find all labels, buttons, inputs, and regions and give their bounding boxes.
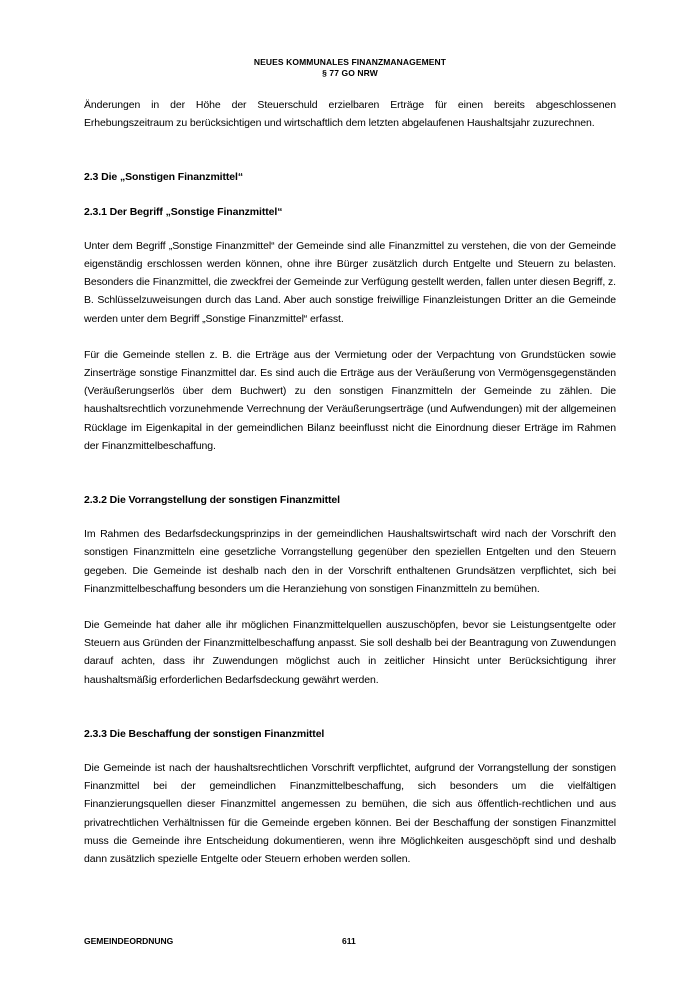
section-2-3-2-paragraph-1: Im Rahmen des Bedarfsdeckungsprinzips in der gemeindlichen Haushaltswirtschaft wird nach der Vorschrift den sonstigen Finanzmitteln eine gesetzliche Vorrangstellung gegenüber den speziellen Entgelten und den Steuern gegeben. Die Gemeinde ist deshalb nach den in der Vorschrift enthaltenen Grundsätzen verpflichtet, sich bei Finanzmittelbeschaffung besonders um die Heranziehung von sonstigen Finanzmitteln zu bemühen.: [84, 528, 616, 595]
section-2-3-1-paragraph-1: Unter dem Begriff „Sonstige Finanzmittel“ der Gemeinde sind alle Finanzmittel zu verstehen, die von der Gemeinde eigenständig erschlossen werden können, ohne ihre Bürger zusätzlich durch Entgelte und Steuern zu belasten. Besonders die Finanzmittel, die zweckfrei der Gemeinde zur Verfügung gestellt werden, fallen unter diesen Begriff, z. B. Schlüsselzuweisungen durch das Land. Aber auch sonstige freiwillige Finanzleistungen Dritter an die Gemeinde werden unter dem Begriff „Sonstige Finanzmittel“ erfasst.: [84, 239, 616, 325]
page-header: [0, 57, 700, 79]
section-2-3-1-paragraph-2: Für die Gemeinde stellen z. B. die Erträge aus der Vermietung oder der Verpachtung von Grundstücken sowie Zinserträge sonstige Finanzmittel dar. Es sind auch die Erträge aus der Veräußerung von Vermögensgegenständen (Veräußerungserlös über dem Buchwert) zu den sonstigen Finanzmitteln der Gemeinde zu zählen. Die haushaltsrechtlich vorzunehmende Verrechnung der Veräußerungserträge (und Aufwendungen) mit der allgemeinen Rücklage im Eigenkapital in der gemeindlichen Bilanz beeinflusst nicht die Einordnung dieser Erträge im Rahmen der Finanzmittelbeschaffung.: [84, 348, 616, 452]
document-body: [84, 96, 616, 868]
section-2-3-3-heading: 2.3.3 Die Beschaffung der sonstigen Finanzmittel: [84, 727, 325, 740]
header-title: NEUES KOMMUNALES FINANZMANAGEMENT: [253, 57, 447, 67]
header-section: § 77 GO NRW: [322, 68, 378, 78]
section-2-3-1-heading: 2.3.1 Der Begriff „Sonstige Finanzmittel“: [84, 205, 283, 218]
section-2-3-3-paragraph-1: Die Gemeinde ist nach der haushaltsrechtlichen Vorschrift verpflichtet, aufgrund der Vorrangstellung der sonstigen Finanzmittel bei der gemeindlichen Finanzmittelbeschaffung, sich besonders um die vielfältigen Finanzierungsquellen dieser Finanzmittel angemessen zu bemühen, die sich aus öffentlich-rechtlichen und aus privatrechtlichen Verhältnissen für die Gemeinde ergeben können. Bei der Beschaffung der sonstigen Finanzmittel muss die Gemeinde ihre Entscheidung dokumentieren, wenn ihre Möglichkeiten ausgeschöpft sind und deshalb dann zusätzlich spezielle Entgelte oder Steuern erhoben werden sollen.: [84, 762, 616, 866]
page-number: 611: [342, 936, 356, 946]
footer-title: GEMEINDEORDNUNG: [84, 936, 174, 946]
section-2-3-2-heading: 2.3.2 Die Vorrangstellung der sonstigen Finanzmittel: [84, 494, 340, 507]
section-2-3-2-paragraph-2: Die Gemeinde hat daher alle ihr möglichen Finanzmittelquellen auszuschöpfen, bevor sie Leistungsentgelte oder Steuern aus Gründen der Finanzmittelbeschaffung anpasst. Sie soll deshalb bei der Beantragung von Zuwendungen darauf achten, dass ihr Zuwendungen möglichst auch in zeitlicher Hinsicht unter Berücksichtigung ihrer haushaltsmäßig erforderlichen Bedarfsdeckung gewährt werden.: [84, 619, 616, 686]
section-2-3-heading: 2.3 Die „Sonstigen Finanzmittel“: [84, 171, 243, 184]
intro-paragraph: Änderungen in der Höhe der Steuerschuld erzielbaren Erträge für einen bereits abgeschlossenen Erhebungszeitraum zu berücksichtigen und wirtschaftlich dem letzten abgelaufenen Haushaltsjahr zuzurechnen.: [84, 99, 616, 130]
